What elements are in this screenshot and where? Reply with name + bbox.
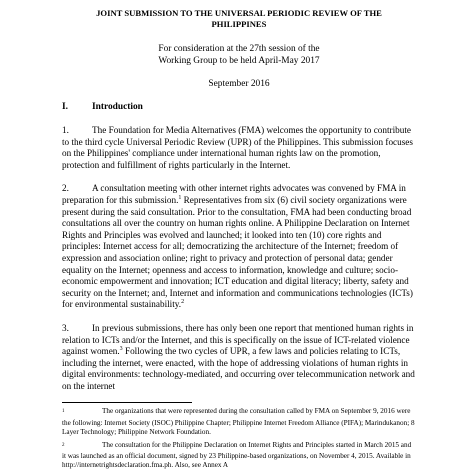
paragraph-number: 2.	[62, 183, 69, 194]
document-date: September 2016	[208, 79, 270, 89]
subtitle-line-2: Working Group to be held April-May 2017	[158, 55, 320, 66]
paragraph-text: A consultation meeting with other internet rights advocates was convened by FMA in preparation for this submission.	[62, 183, 406, 205]
subtitle-line-1: For consideration at the 27th session of the	[158, 44, 320, 54]
title-line-2: PHILIPPINES	[211, 18, 267, 29]
section-title: Introduction	[92, 101, 143, 112]
footnote-text: The organizations that were represented during the consultation called by FMA on September 9, 2016 were the following: Internet Society (ISOC) Philippine Chapter; Philippine Internet Freedom Alliance (PIFA); Marindukanon; 8 Layer Technology; Philippine Network Foundation.	[62, 407, 415, 436]
footnote-2	[62, 441, 416, 470]
footnote-1	[62, 407, 416, 436]
paragraph-text: Representatives from six (6) civil society organizations were present during the said consultation. Prior to the consultation, FMA had been conducting broad consultations all over the country on human rights online. A Philippine Declaration on Internet Rights and Principles was evolved and launched; it looked into ten (10) core rights and principles: Internet access for all; democratizing the architecture of the Internet; freedom of expression and association online; right to privacy and protection of personal data; gender equality on the Internet; openness and access to information, knowledge and culture; socio-economic empowerment and innovation; ICT education and digital literacy; liberty, safety and security on the Internet; and, Internet and information and communications technologies (ICTs) for environmental sustainability.	[62, 194, 413, 310]
document-subtitle	[62, 44, 416, 67]
section-heading	[62, 102, 416, 114]
paragraph-text: Following the two cycles of UPR, a few laws and policies relating to ICTs, including the internet, were enacted, with the hope of addressing violations of human rights in digital environments: technology-mediated, and occurring over telecommunication network and on the internet	[62, 346, 415, 391]
footnote-number: 1	[62, 409, 65, 415]
paragraph-1	[62, 125, 416, 171]
paragraph-number: 3.	[62, 322, 69, 333]
footnote-divider	[62, 402, 192, 403]
footnote-reference: 3	[119, 346, 123, 353]
footnote-reference: 2	[181, 299, 185, 306]
title-line-1: JOINT SUBMISSION TO THE UNIVERSAL PERIODIC REVIEW OF THE	[96, 8, 382, 18]
section-number: I.	[62, 101, 68, 112]
footnote-reference: 1	[178, 194, 182, 201]
footnote-text: The consultation for the Philippine Declaration on Internet Rights and Principles started in March 2015 and it was launched as an official document, signed by 23 Philippine-based organizations, on November 4, 2015. Available in http://internetrightsdeclaration.fma.ph. Also, see Annex A	[62, 440, 412, 470]
document-title	[62, 8, 416, 29]
paragraph-number: 1.	[62, 125, 69, 135]
paragraph-2	[62, 183, 416, 311]
footnote-number: 2	[62, 442, 65, 448]
paragraph-3	[62, 323, 416, 393]
paragraph-text: The Foundation for Media Alternatives (FMA) welcomes the opportunity to contribute to the third cycle Universal Periodic Review (UPR) of the Philippines. This submission focuses on the Philippines' compliance under international human rights law on the promotion, protection and fulfillment of rights particularly in the Internet.	[62, 125, 413, 170]
paragraph-text: In previous submissions, there has only been one report that mentioned human rights in relation to ICTs and/or the Internet, and this is specifically on the issue of ICT-related violence against women.	[62, 322, 414, 357]
